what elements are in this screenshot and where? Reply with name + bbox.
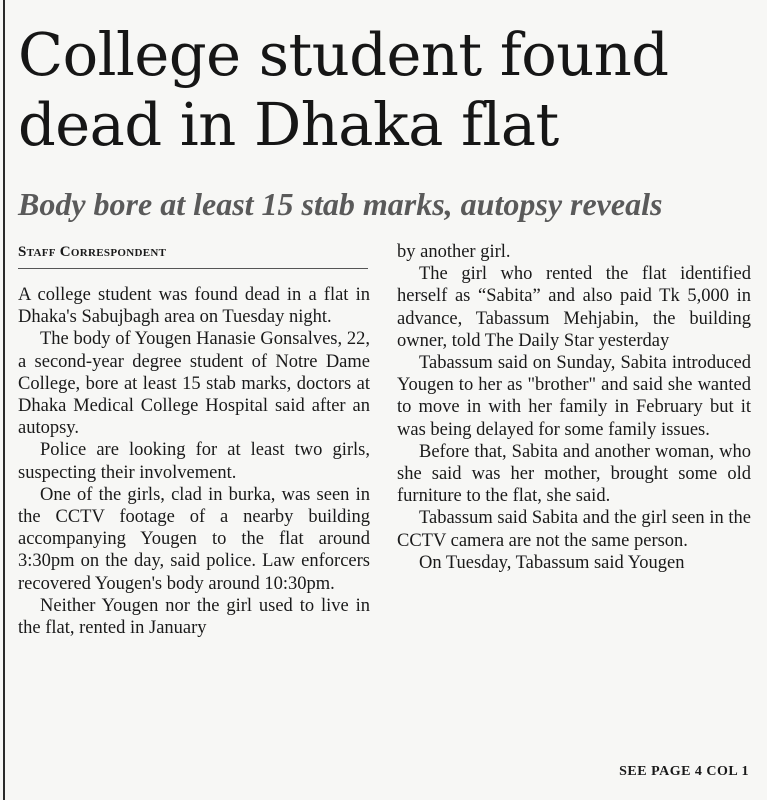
paragraph: The body of Yougen Hanasie Gonsalves, 22, a second-year degree student of Notre Dame College, bore at least 15 stab marks, doctors at Dhaka Medical College Hospital said after an autopsy. <box>18 329 370 439</box>
subheadline: Body bore at least 15 stab marks, autopsy reveals <box>18 186 663 222</box>
column-rule <box>3 0 5 800</box>
paragraph: Tabassum said on Sunday, Sabita introduced Yougen to her as "brother" and said she wanted to move in with her family in February but it was being delayed for some family issues. <box>397 353 751 440</box>
article-column-right <box>397 241 751 574</box>
paragraph: Before that, Sabita and another woman, who she said was her mother, brought some old furniture to the flat, she said. <box>397 441 751 507</box>
paragraph: by another girl. <box>397 242 511 262</box>
paragraph: A college student was found dead in a flat in Dhaka's Sabujbagh area on Tuesday night. <box>18 285 370 328</box>
byline: Staff Correspondent <box>18 244 167 260</box>
paragraph: The girl who rented the flat identified herself as “Sabita” and also paid Tk 5,000 in advance, Tabassum Mehjabin, the building owner, told The Daily Star yesterday <box>397 264 751 351</box>
paragraph: On Tuesday, Tabassum said Yougen <box>419 552 685 573</box>
paragraph: One of the girls, clad in burka, was seen in the CCTV footage of a nearby building accompanying Yougen to the flat around 3:30pm on the day, said police. Law enforcers recovered Yougen's body around 10:30pm. <box>18 484 370 594</box>
paragraph: Tabassum said Sabita and the girl seen in the CCTV camera are not the same person. <box>397 508 751 551</box>
paragraph: Police are looking for at least two girls, suspecting their involvement. <box>18 440 370 483</box>
continued-jump-line: SEE PAGE 4 COL 1 <box>619 764 749 779</box>
headline: College student found dead in Dhaka flat <box>18 20 669 159</box>
byline-divider <box>18 268 368 269</box>
paragraph: Neither Yougen nor the girl used to live in the flat, rented in January <box>18 595 370 639</box>
article-column-left <box>18 284 370 639</box>
